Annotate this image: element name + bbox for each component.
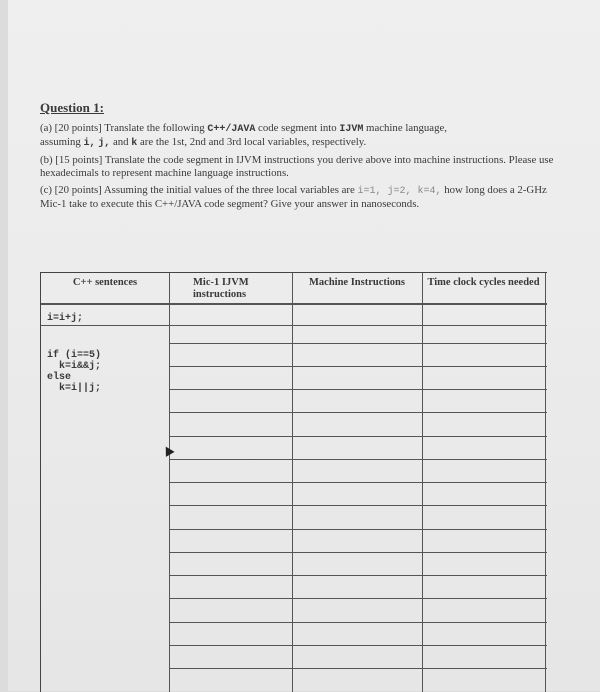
question-content [40,100,560,215]
part-a-suffix: machine language, [363,122,447,134]
part-b-text: (b) [15 points] Translate the code segment in IJVM instructions you derive above into machine instructions. Please use hexadecimals to represent machine language instructions. [40,154,554,179]
header-separator [41,303,547,305]
row-line [169,529,547,530]
code-line-else: else [47,372,72,383]
header-machine-instructions: Machine Instructions [309,277,405,288]
part-c-values: i=1, j=2, k=4, [357,186,442,197]
code-line-if: if (i==5) [47,350,102,361]
row-line [169,552,547,553]
part-a-isa: IJVM [339,124,364,135]
row-line [169,366,547,367]
part-a-var-k: k [131,138,138,149]
part-a-text [40,122,560,150]
part-a-and: and [112,136,129,148]
part-c-text [40,184,560,211]
part-c-rest: how long does a 2-GHz Mic-1 take to execute this C++/JAVA code segment? Give your answer in nanoseconds. [40,184,547,210]
row-line [169,389,547,390]
row-line [169,575,547,576]
row-line [169,482,547,483]
part-a-prefix: (a) [20 points] Translate the following [40,122,208,134]
part-a-mid: code segment into [255,122,340,134]
answer-table [40,272,547,692]
part-c-prefix: (c) [20 points] Assuming the initial values of the three local variables are [40,184,358,196]
part-a-line2-suffix: are the 1st, 2nd and 3rd local variables, respectively. [139,136,367,148]
code-line-assign: i=i+j; [47,313,84,324]
code-line-k-or: k=i||j; [59,383,102,394]
row-line [169,436,547,437]
part-a-var-i: i, [83,138,96,149]
row-line [41,325,547,326]
code-line-k-and: k=i&&j; [59,361,102,372]
header-ijvm-instructions: Mic-1 IJVM instructions [193,277,249,300]
part-a-lang: C++/JAVA [207,124,256,135]
question-heading: Question 1: [40,100,104,115]
row-line [169,505,547,506]
row-line [169,668,547,669]
row-line [169,459,547,460]
row-line [169,343,547,344]
part-a-line2-prefix: assuming [40,136,84,148]
part-a-var-j: j, [98,138,111,149]
row-line [169,412,547,413]
header-cpp-sentences: C++ sentences [72,277,138,288]
row-line [169,645,547,646]
row-line [169,622,547,623]
header-time-clock-cycles: Time clock cycles needed [427,277,540,288]
row-line [169,598,547,599]
